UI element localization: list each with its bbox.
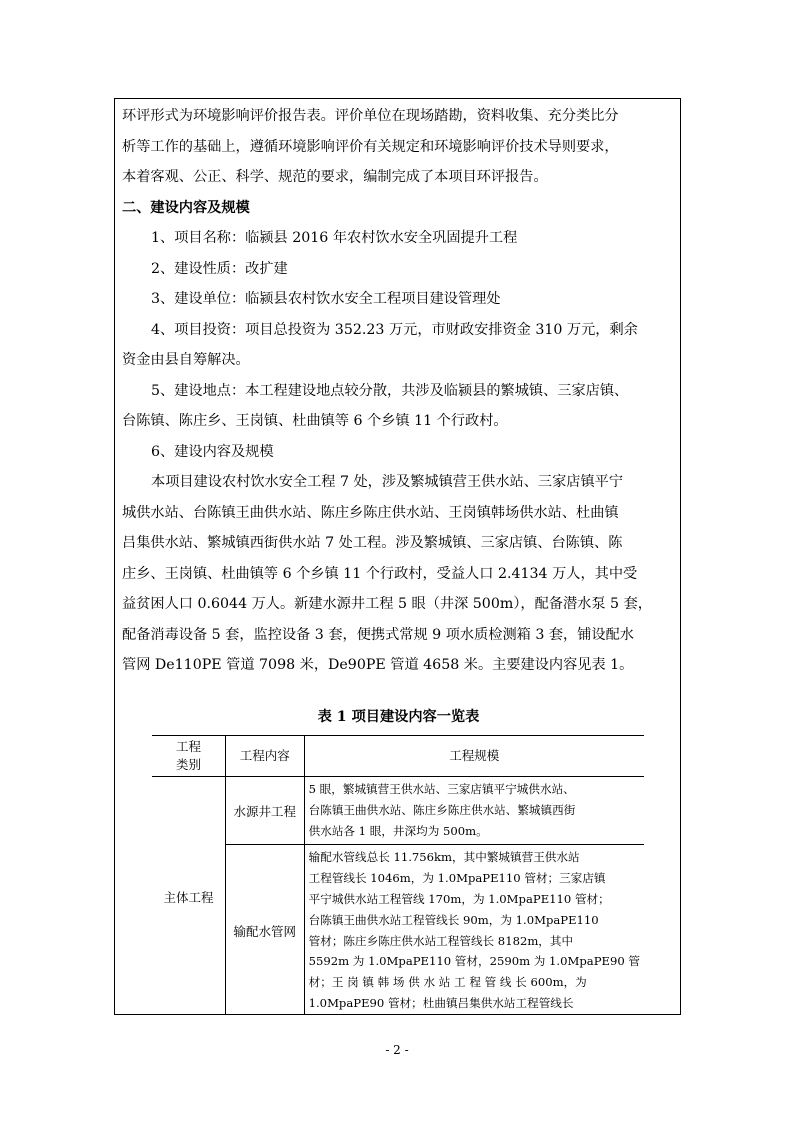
header-content: 工程内容 [225,736,304,777]
item-investment: 4、项目投资：项目总投资为 352.23 万元，市财政安排资金 310 万元，剩余 [151,321,638,338]
spec-line: 台陈镇王曲供水站、陈庄乡陈庄供水站、繁城镇西街 [308,802,576,817]
item-scope-heading: 6、建设内容及规模 [151,443,274,460]
item-unit: 3、建设单位：临颍县农村饮水安全工程项目建设管理处 [151,291,501,307]
section-heading: 二、建设内容及规模 [122,199,250,216]
content-cell: 输配水管网 [225,845,304,1015]
item-investment-cont: 资金由县自筹解决。 [122,352,250,368]
document-frame [114,98,681,1015]
scope-line: 庄乡、王岗镇、杜曲镇等 6 个乡镇 11 个行政村，受益人口 2.4134 万人，其中受 [122,565,638,582]
content-cell: 水源井工程 [225,777,304,845]
spec-line: 输配水管线总长 11.756km，其中繁城镇营王供水站 [308,850,580,865]
table-caption: 表 1 项目建设内容一览表 [317,709,480,725]
spec-line: 5592m 为 1.0MpaPE110 管材，2590m 为 1.0MpaPE90 管 [308,954,640,969]
spec-cell [304,777,644,845]
table-row [152,845,644,1015]
body-text [122,101,675,681]
spec-line: 工程管线长 1046m，为 1.0MpaPE110 管材；三家店镇 [308,871,606,886]
item-location: 5、建设地点：本工程建设地点较分散，共涉及临颍县的繁城镇、三家店镇、 [151,382,629,399]
header-category-line1: 工程 [175,739,201,754]
header-category [152,736,225,777]
item-project-name: 1、项目名称：临颍县 2016 年农村饮水安全巩固提升工程 [151,230,518,246]
item-nature: 2、建设性质：改扩建 [151,260,288,277]
spec-line: 材；王 岗 镇 韩 场 供 水 站 工 程 管 线 长 600m，为 [308,975,587,990]
page-number: - 2 - [385,1043,409,1057]
header-scale: 工程规模 [304,736,644,777]
paragraph-line: 环评形式为环境影响评价报告表。评价单位在现场踏勘，资料收集、充分类比分 [122,108,619,124]
spec-line: 1.0MpaPE90 管材；杜曲镇吕集供水站工程管线长 [308,995,574,1010]
table-header-row [152,736,644,777]
scope-line: 配备消毒设备 5 套，监控设备 3 套，便携式常规 9 项水质检测箱 3 套，铺设配水 [122,626,634,643]
spec-line: 台陈镇王曲供水站工程管线长 90m，为 1.0MpaPE110 [308,912,599,927]
scope-line: 益贫困人口 0.6044 万人。新建水源井工程 5 眼（井深 500m），配备潜水泵 5 套， [122,596,652,612]
project-content-table [152,735,644,1015]
header-category-line2: 类别 [175,757,201,772]
paragraph-line: 析等工作的基础上，遵循环境影响评价有关规定和环境影响评价技术导则要求， [122,138,619,155]
spec-line: 5 眼，繁城镇营王供水站、三家店镇平宁城供水站、 [308,782,575,796]
table-row [152,777,644,845]
spec-cell [304,845,644,1015]
scope-line: 吕集供水站、繁城镇西街供水站 7 处工程。涉及繁城镇、三家店镇、台陈镇、陈 [122,535,623,551]
spec-line: 供水站各 1 眼，井深均为 500m。 [308,823,488,838]
spec-line: 管材；陈庄乡陈庄供水站工程管线长 8182m，其中 [308,933,574,948]
paragraph-line: 本着客观、公正、科学、规范的要求，编制完成了本项目环评报告。 [122,169,548,185]
category-cell: 主体工程 [152,777,225,1016]
scope-line: 管网 De110PE 管道 7098 米，De90PE 管道 4658 米。主要建设内容见表 1。 [122,657,634,673]
scope-line: 本项目建设农村饮水安全工程 7 处，涉及繁城镇营王供水站、三家店镇平宁 [151,474,624,490]
item-location-cont: 台陈镇、陈庄乡、王岗镇、杜曲镇等 6 个乡镇 11 个行政村。 [122,413,508,429]
spec-line: 平宁城供水站工程管线 170m，为 1.0MpaPE110 管材； [308,891,610,906]
scope-line: 城供水站、台陈镇王曲供水站、陈庄乡陈庄供水站、王岗镇韩场供水站、杜曲镇 [122,504,619,521]
